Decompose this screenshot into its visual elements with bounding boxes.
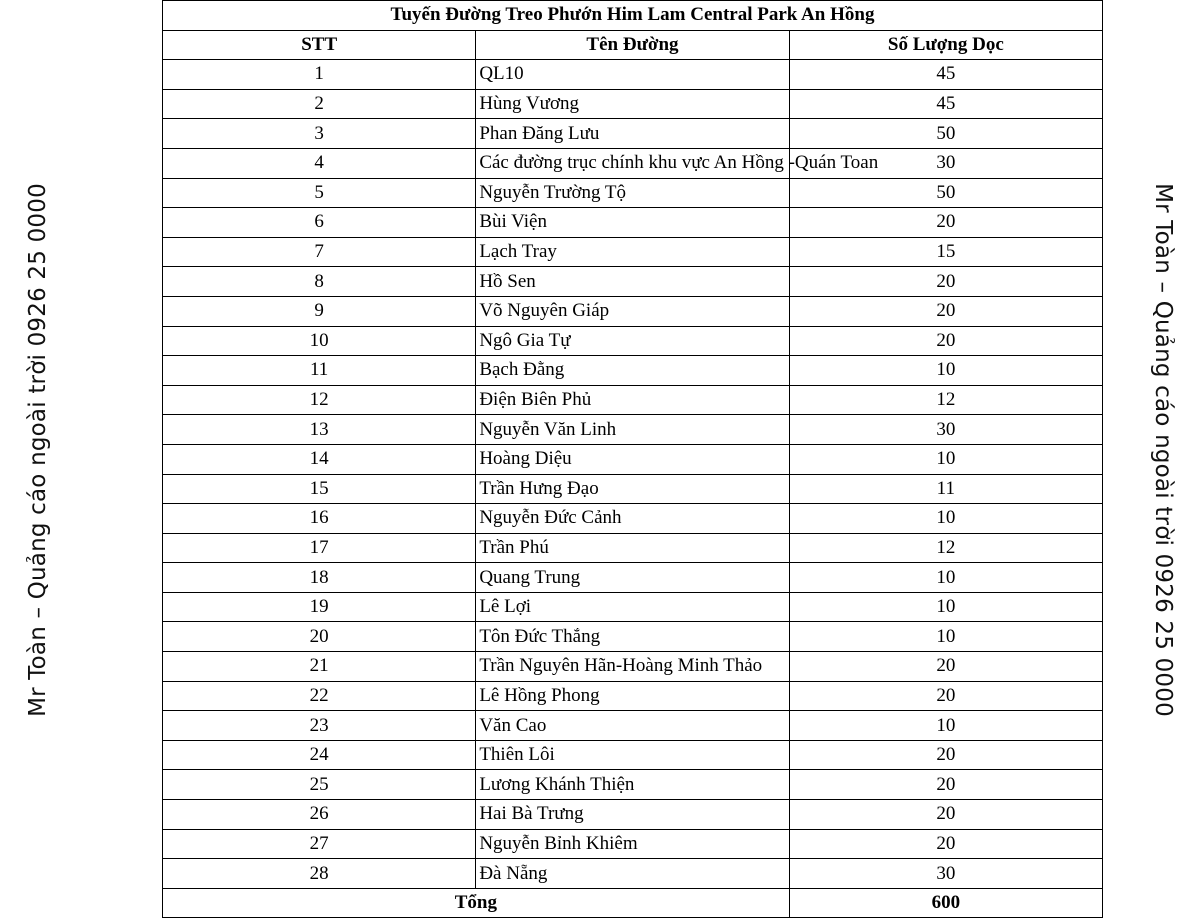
row-stt: 15 (163, 474, 476, 504)
table-row (163, 326, 1103, 356)
row-qty: 20 (789, 296, 1102, 326)
row-name: Nguyễn Đức Cảnh (476, 504, 789, 534)
row-qty: 12 (789, 533, 1102, 563)
row-stt: 10 (163, 326, 476, 356)
row-name: Bạch Đằng (476, 356, 789, 386)
table-row (163, 800, 1103, 830)
table-row (163, 60, 1103, 90)
row-stt: 2 (163, 89, 476, 119)
row-name: Tôn Đức Thắng (476, 622, 789, 652)
row-name: Lê Hồng Phong (476, 681, 789, 711)
row-qty: 20 (789, 740, 1102, 770)
row-qty: 11 (789, 474, 1102, 504)
table-row (163, 859, 1103, 889)
table-row (163, 504, 1103, 534)
row-stt: 21 (163, 652, 476, 682)
title-row (163, 1, 1103, 31)
table-row (163, 563, 1103, 593)
table-title: Tuyến Đường Treo Phướn Him Lam Central Park An Hồng (163, 1, 1103, 31)
row-name: Quang Trung (476, 563, 789, 593)
row-stt: 1 (163, 60, 476, 90)
row-qty: 30 (789, 148, 1102, 178)
row-name: Nguyễn Văn Linh (476, 415, 789, 445)
row-qty: 20 (789, 681, 1102, 711)
row-name: Các đường trục chính khu vực An Hồng -Quán Toan (476, 148, 789, 178)
row-stt: 22 (163, 681, 476, 711)
table-row (163, 681, 1103, 711)
table-row (163, 474, 1103, 504)
watermark-left (8, 0, 68, 900)
row-stt: 16 (163, 504, 476, 534)
row-name: Hồ Sen (476, 267, 789, 297)
row-stt: 3 (163, 119, 476, 149)
total-row (163, 888, 1103, 918)
watermark-left-text: Mr Toàn – Quảng cáo ngoài trời 0926 25 0000 (25, 183, 52, 717)
row-name: Lê Lợi (476, 592, 789, 622)
header-row (163, 30, 1103, 60)
table-row (163, 652, 1103, 682)
row-name: Hùng Vương (476, 89, 789, 119)
row-name: Hoàng Diệu (476, 444, 789, 474)
row-name: Nguyễn Trường Tộ (476, 178, 789, 208)
row-qty: 20 (789, 652, 1102, 682)
watermark-right-text: Mr Toàn – Quảng cáo ngoài trời 0926 25 0000 (1150, 183, 1177, 717)
row-name: Điện Biên Phủ (476, 385, 789, 415)
table-row (163, 267, 1103, 297)
row-name: Võ Nguyên Giáp (476, 296, 789, 326)
row-name: Nguyễn Bỉnh Khiêm (476, 829, 789, 859)
row-qty: 10 (789, 356, 1102, 386)
row-qty: 30 (789, 859, 1102, 889)
row-qty: 45 (789, 60, 1102, 90)
row-stt: 17 (163, 533, 476, 563)
header-stt: STT (163, 30, 476, 60)
row-qty: 20 (789, 800, 1102, 830)
row-stt: 6 (163, 208, 476, 238)
total-value: 600 (789, 888, 1102, 918)
row-qty: 50 (789, 119, 1102, 149)
row-stt: 23 (163, 711, 476, 741)
row-stt: 25 (163, 770, 476, 800)
row-qty: 20 (789, 829, 1102, 859)
table-row (163, 356, 1103, 386)
table-row (163, 208, 1103, 238)
row-stt: 18 (163, 563, 476, 593)
row-qty: 20 (789, 326, 1102, 356)
table-row (163, 711, 1103, 741)
row-qty: 12 (789, 385, 1102, 415)
row-name: Lạch Tray (476, 237, 789, 267)
row-qty: 20 (789, 267, 1102, 297)
row-stt: 13 (163, 415, 476, 445)
row-qty: 45 (789, 89, 1102, 119)
header-qty: Số Lượng Dọc (789, 30, 1102, 60)
row-qty: 10 (789, 711, 1102, 741)
table-row (163, 829, 1103, 859)
row-qty: 10 (789, 622, 1102, 652)
row-stt: 7 (163, 237, 476, 267)
table-row (163, 119, 1103, 149)
row-qty: 10 (789, 504, 1102, 534)
total-label: Tổng (163, 888, 790, 918)
row-qty: 20 (789, 770, 1102, 800)
row-qty: 10 (789, 444, 1102, 474)
table-row (163, 622, 1103, 652)
row-qty: 10 (789, 592, 1102, 622)
row-name: Văn Cao (476, 711, 789, 741)
table-row (163, 296, 1103, 326)
table-body (163, 60, 1103, 889)
row-name: Hai Bà Trưng (476, 800, 789, 830)
row-qty: 50 (789, 178, 1102, 208)
row-name: Trần Nguyên Hãn-Hoàng Minh Thảo (476, 652, 789, 682)
table-row (163, 178, 1103, 208)
table-row (163, 592, 1103, 622)
table-row (163, 237, 1103, 267)
table-row (163, 148, 1103, 178)
row-name: QL10 (476, 60, 789, 90)
row-stt: 19 (163, 592, 476, 622)
table-row (163, 385, 1103, 415)
row-stt: 4 (163, 148, 476, 178)
table-row (163, 89, 1103, 119)
row-qty: 20 (789, 208, 1102, 238)
row-stt: 5 (163, 178, 476, 208)
table-row (163, 740, 1103, 770)
row-stt: 12 (163, 385, 476, 415)
row-qty: 15 (789, 237, 1102, 267)
row-stt: 14 (163, 444, 476, 474)
table-row (163, 770, 1103, 800)
row-stt: 9 (163, 296, 476, 326)
table-row (163, 415, 1103, 445)
row-stt: 8 (163, 267, 476, 297)
row-name: Thiên Lôi (476, 740, 789, 770)
row-name: Trần Hưng Đạo (476, 474, 789, 504)
street-table (162, 0, 1103, 918)
row-stt: 28 (163, 859, 476, 889)
row-stt: 20 (163, 622, 476, 652)
table-row (163, 444, 1103, 474)
row-name: Bùi Viện (476, 208, 789, 238)
table-row (163, 533, 1103, 563)
row-name: Phan Đăng Lưu (476, 119, 789, 149)
row-name: Đà Nẵng (476, 859, 789, 889)
row-stt: 27 (163, 829, 476, 859)
row-stt: 11 (163, 356, 476, 386)
header-name: Tên Đường (476, 30, 789, 60)
row-name: Trần Phú (476, 533, 789, 563)
row-stt: 26 (163, 800, 476, 830)
row-qty: 10 (789, 563, 1102, 593)
row-stt: 24 (163, 740, 476, 770)
row-qty: 30 (789, 415, 1102, 445)
watermark-right (1133, 0, 1193, 900)
row-name: Lương Khánh Thiện (476, 770, 789, 800)
row-name: Ngô Gia Tự (476, 326, 789, 356)
